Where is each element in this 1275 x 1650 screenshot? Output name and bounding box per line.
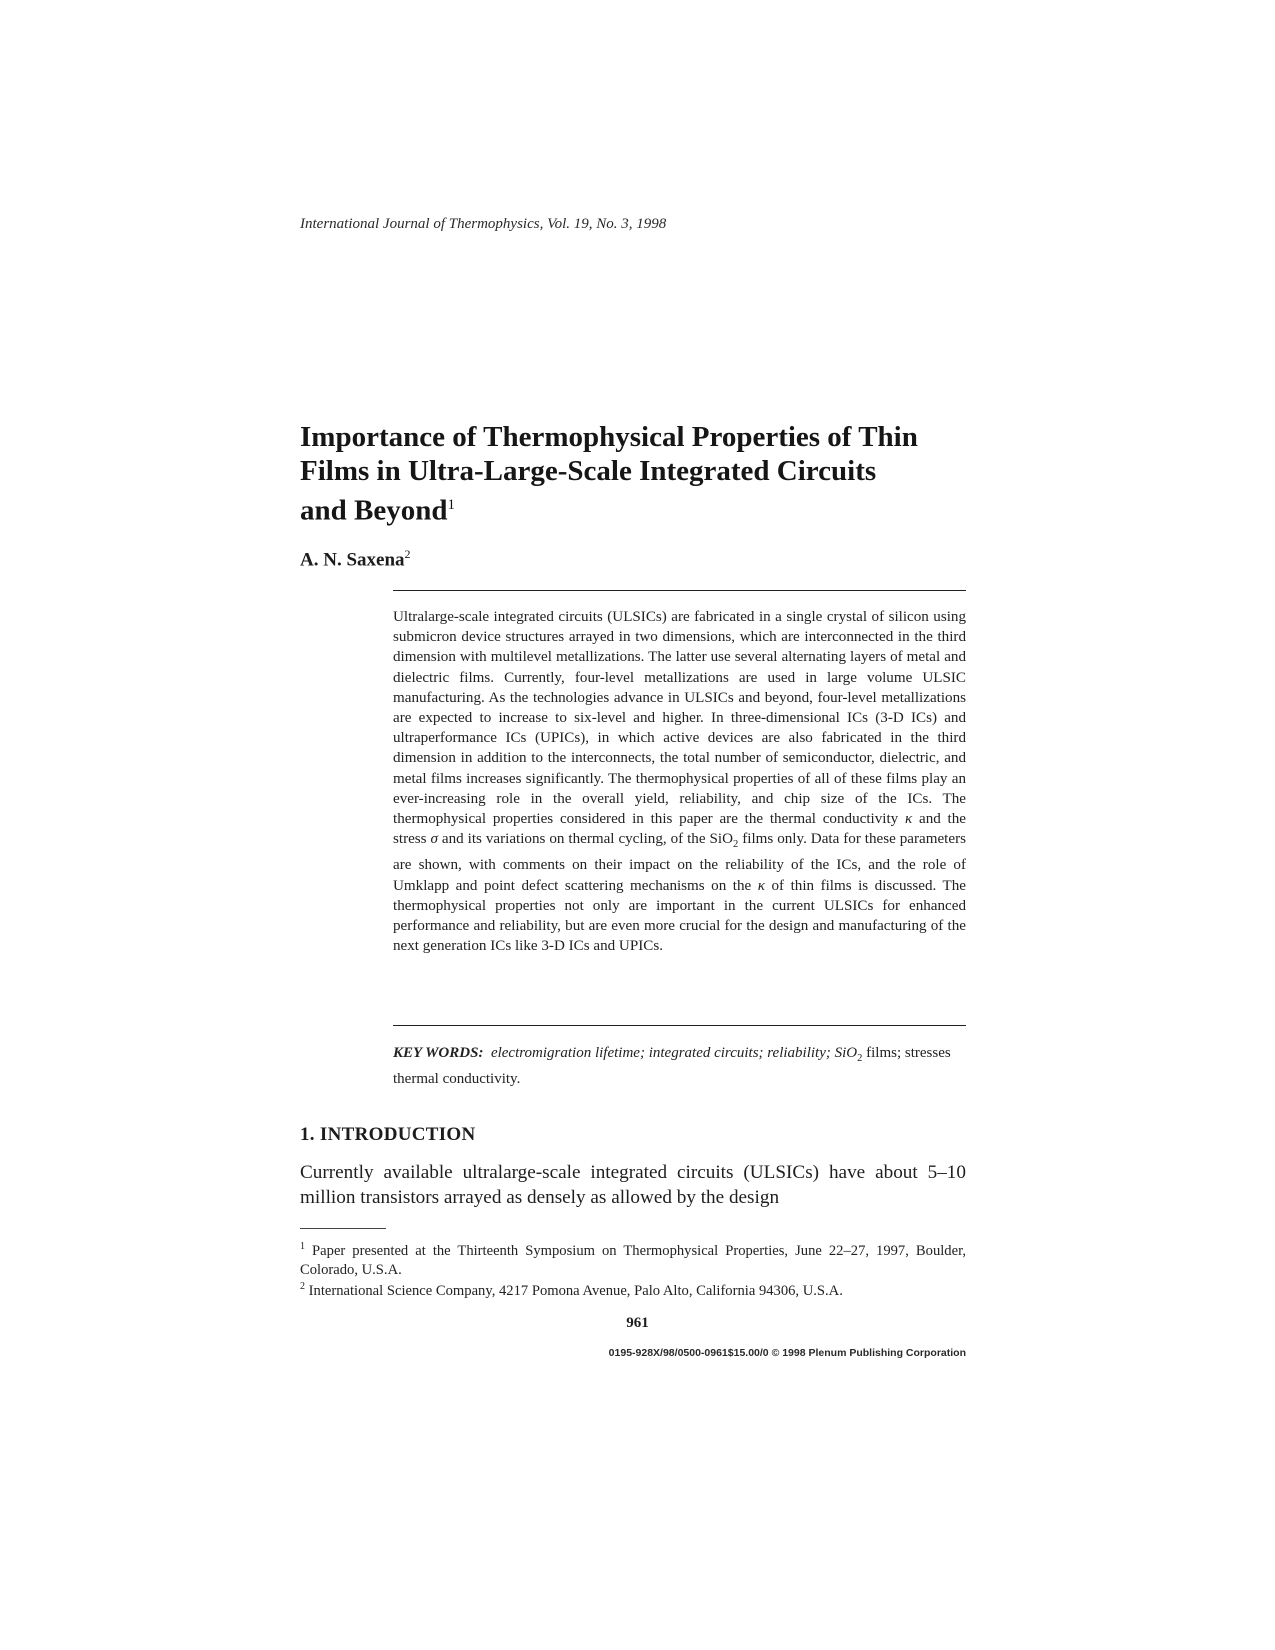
article-title [300, 420, 1000, 528]
footnote-2 [300, 1277, 966, 1301]
section-heading-introduction: 1. INTRODUCTION [300, 1124, 476, 1145]
abstract-part-4: films only. Data for these parameters are shown, with comments on their impact on the reliability of the ICs, and the role of Umklapp and point defect scattering mechanisms on the [393, 831, 966, 894]
abstract-part-5: of thin films is discussed. The thermophysical properties not only are important in the current ULSICs for enhanced performance and reliability, but are even more crucial for the design and manufacturing of the next generation ICs like 3-D ICs and UPICs. [393, 877, 966, 955]
abstract [393, 607, 966, 956]
journal-header: International Journal of Thermophysics, Vol. 19, No. 3, 1998 [300, 216, 667, 232]
abstract-part-3: and its variations on thermal cycling, of the SiO [441, 831, 733, 848]
title-line-1: Importance of Thermophysical Properties of Thin [300, 421, 918, 453]
keywords-subscript: 2 [857, 1053, 863, 1064]
keywords-label: KEY WORDS: [393, 1045, 484, 1061]
author-footnote-mark: 2 [404, 547, 411, 561]
footnote-2-text: International Science Company, 4217 Pomona Avenue, Palo Alto, California 94306, U.S.A. [308, 1282, 843, 1299]
keywords [393, 1043, 966, 1089]
introduction-paragraph: Currently available ultralarge-scale integrated circuits (ULSICs) have about 5–10 million transistors arrayed as densely as allowed by the design [300, 1162, 966, 1208]
sigma-symbol: σ [430, 831, 438, 848]
abstract-bottom-rule [393, 1025, 966, 1026]
abstract-part-2: and the stress [393, 811, 967, 848]
title-line-3 [300, 488, 1000, 528]
footnote-1-text: Paper presented at the Thirteenth Symposium on Thermophysical Properties, June 22–27, 1997, Boulder, Colorado, U.S.A. [300, 1242, 966, 1278]
footnote-rule [300, 1228, 386, 1229]
title-line-3-text: and Beyond [300, 494, 448, 527]
title-footnote-mark: 1 [447, 497, 455, 513]
footnote-1 [300, 1237, 966, 1280]
author-name [300, 547, 411, 571]
author-text: A. N. Saxena [300, 549, 405, 571]
footnote-1-mark: 1 [300, 1241, 305, 1252]
title-line-2: Films in Ultra-Large-Scale Integrated Circuits [300, 455, 877, 487]
keywords-text-b: films; stresses thermal conductivity. [393, 1045, 951, 1087]
publisher-imprint: 0195-928X/98/0500-0961$15.00/0 © 1998 Plenum Publishing Corporation [608, 1347, 966, 1359]
kappa-symbol: κ [904, 811, 913, 828]
kappa-symbol-2: κ [757, 877, 765, 894]
footnote-2-mark: 2 [300, 1281, 305, 1292]
abstract-part-1: Ultralarge-scale integrated circuits (ULSICs) are fabricated in a single crystal of silicon using submicron device structures arrayed in two dimensions, which are interconnected in the third dimension with multilevel metallizations. The latter use several alternating layers of metal and dielectric films. Currently, four-level metallizations are used in large volume ULSIC manufacturing. As the technologies advance in ULSICs and beyond, four-level metallizations are expected to increase to six-level and higher. In three-dimensional ICs (3-D ICs) and ultraperformance ICs (UPICs), in which active devices are also fabricated in the third dimension in addition to the interconnects, the total number of semiconductor, dielectric, and metal films increases significantly. The thermophysical properties of all of these films play an ever-increasing role in the overall yield, reliability, and chip size of the ICs. The thermophysical properties considered in this paper are the thermal conductivity [393, 609, 966, 828]
keywords-text-a: electromigration lifetime; integrated circuits; reliability; SiO [490, 1045, 858, 1061]
page-number: 961 [626, 1315, 649, 1331]
subscript-2: 2 [733, 839, 739, 851]
abstract-top-rule [393, 590, 966, 591]
